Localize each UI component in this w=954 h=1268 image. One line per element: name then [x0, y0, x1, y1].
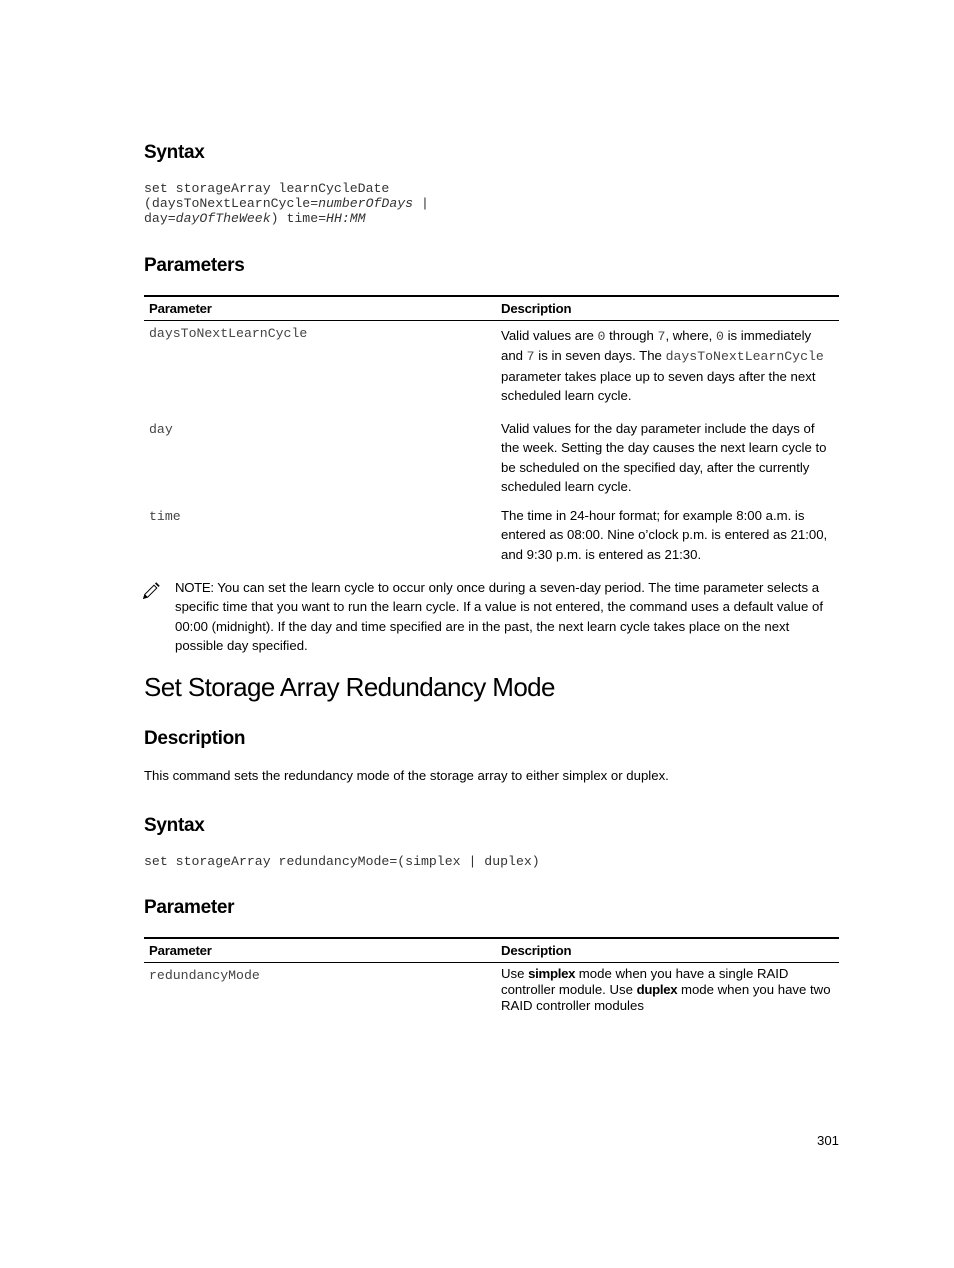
syntax-heading: Syntax [144, 142, 205, 163]
syntax-heading: Syntax [144, 815, 205, 836]
code-text: set storageArray learnCycleDate [144, 181, 390, 196]
description-text: This command sets the redundancy mode of the storage array to either simplex or duplex. [144, 768, 669, 783]
parameter-heading: Parameter [144, 897, 235, 918]
table-row [144, 409, 839, 496]
code-variable: HH:MM [326, 211, 366, 226]
parameter-description: The time in 24-hour format; for example 8:00 a.m. is entered as 08:00. Nine o’clock p.m. is entered as 21:00, and 9:30 p.m. is entered as 21:30. [501, 508, 828, 562]
parameter-description: Valid values are 0 through 7, where, 0 is immediately and 7 is in seven days. The daysToNextLearnCycle parameter takes place up to seven days after the next scheduled learn cycle. [501, 328, 824, 403]
syntax-code-line: set storageArray redundancyMode=(simplex | duplex) [144, 854, 540, 869]
syntax-line [144, 196, 429, 211]
column-header-description: Description [496, 296, 839, 321]
code-text: (daysToNextLearnCycle= [144, 196, 319, 211]
parameter-name: daysToNextLearnCycle [149, 326, 308, 341]
table-header-row [144, 296, 839, 321]
table-row [144, 321, 839, 410]
syntax-line [144, 211, 429, 226]
code-text: | [413, 196, 429, 211]
parameter-description: Valid values for the day parameter include the days of the week. Setting the day causes the next learn cycle to be scheduled on the specified day, after the currently scheduled learn cycle. [501, 421, 827, 494]
page-title: Set Storage Array Redundancy Mode [144, 672, 555, 702]
column-header-parameter: Parameter [144, 938, 496, 963]
note-text: You can set the learn cycle to occur only once during a seven-day period. The time parameter selects a specific time that you want to run the learn cycle. If a value is not entered, the command uses a default value of 00:00 (midnight). If the day and time specified are in the past, the next learn cycle takes place on the next possible day specified. [175, 580, 824, 653]
parameter-description: Use simplex mode when you have a single RAID controller module. Use duplex mode when you have two RAID controller modules [501, 966, 831, 1013]
column-header-parameter: Parameter [144, 296, 496, 321]
parameters-heading: Parameters [144, 255, 245, 276]
code-variable: dayOfTheWeek [175, 211, 271, 226]
parameters-table [144, 295, 839, 564]
code-text: day= [144, 211, 176, 226]
pencil-note-icon [142, 582, 160, 600]
parameter-name: redundancyMode [149, 968, 260, 983]
table-header-row [144, 938, 839, 963]
table-row [144, 963, 839, 1015]
code-text: ) time= [270, 211, 327, 226]
syntax-line [144, 181, 429, 196]
description-heading: Description [144, 728, 246, 749]
table-row [144, 496, 839, 564]
note-label: NOTE: [175, 580, 214, 595]
code-variable: numberOfDays [318, 196, 414, 211]
column-header-description: Description [496, 938, 839, 963]
parameter-name: time [149, 509, 181, 525]
syntax-code-block [144, 181, 429, 226]
parameter-table [144, 937, 839, 1014]
parameter-name: day [149, 422, 173, 437]
page-number: 301 [817, 1133, 840, 1148]
note-block [175, 578, 837, 655]
